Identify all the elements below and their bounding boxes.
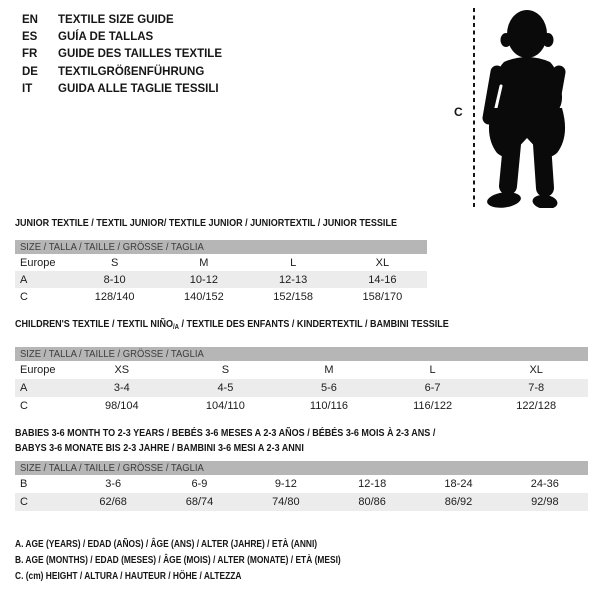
language-row-fr [22,46,222,63]
height-cell: 128/140 [94,290,135,303]
height-cell: 68/74 [185,496,214,508]
title-text: / TEXTILE DES ENFANTS / KINDERTEXTIL / BAMBINI TESSILE [179,318,449,330]
language-row-en [22,11,222,28]
silhouette-arm-right [554,72,559,100]
age-cell: 4-5 [217,382,234,394]
silhouette-leg-left [508,144,512,186]
months-cell: 24-36 [530,478,559,490]
language-row-es [22,28,222,45]
size-cell: XL [375,256,390,269]
size-cell: M [199,256,209,269]
silhouette-head [507,10,547,58]
age-cell: 10-12 [189,273,218,286]
height-measure-label: C [454,105,463,119]
silhouette-leg-right [542,144,545,188]
height-cell: 74/80 [272,496,300,508]
months-cell: 12-18 [358,478,387,490]
silhouette-shorts [489,108,565,157]
row-label: C [20,400,28,412]
age-cell: 14-16 [368,273,397,286]
children-table-title [15,318,508,334]
table-row-height [15,288,427,305]
height-cell: 98/104 [104,400,139,412]
babies-table-titles [15,426,588,456]
junior-table-title: JUNIOR TEXTILE / TEXTIL JUNIOR/ TEXTILE JUNIOR / JUNIORTEXTIL / JUNIOR TESSILE [15,217,397,229]
language-label: GUÍA DE TALLAS [58,31,154,44]
height-cell: 152/158 [273,290,313,303]
height-cell: 104/110 [205,400,245,412]
size-header-bar [15,347,588,361]
months-cell: 3-6 [105,478,122,490]
height-cell: 158/170 [362,290,403,303]
silhouette-foot-right [532,194,559,208]
age-cell: 5-6 [321,382,337,394]
row-label: Europe [20,256,56,269]
row-label: A [20,273,28,286]
babies-table-title-line2: BABYS 3-6 MONATE BIS 2-3 JAHRE / BAMBINI 3-6 MESI A 2-3 ANNI [15,442,304,454]
table-row-europe [15,254,427,271]
table-row-age [15,379,588,397]
height-cell: 122/128 [516,400,557,412]
age-cell: 3-4 [113,382,130,394]
months-cell: 9-12 [274,478,297,490]
size-cell: S [221,364,230,376]
row-label: C [20,496,28,508]
language-label: TEXTILE SIZE GUIDE [58,13,174,26]
row-label: A [20,382,28,394]
size-header-label: SIZE / TALLA / TAILLE / GRÖSSE / TAGLIA [20,348,204,360]
size-cell: XS [114,364,130,376]
language-code: FR [22,48,38,61]
size-cell: L [290,256,297,269]
table-row-months [15,475,588,493]
age-cell: 6-7 [424,382,441,394]
height-dashed-line [473,8,475,207]
language-code: IT [22,83,33,96]
months-cell: 6-9 [191,478,208,490]
silhouette-foot-left [486,190,522,208]
height-cell: 62/68 [99,496,127,508]
footnote-age-years: A. AGE (YEARS) / EDAD (AÑOS) / ÂGE (ANS) / ALTER (JAHRE) / ETÀ (ANNI) [15,538,318,550]
height-cell: 86/92 [444,496,473,508]
language-label: GUIDE DES TAILLES TEXTILE [58,48,222,61]
table-row-height [15,397,588,415]
language-header [22,11,222,98]
months-cell: 18-24 [444,478,473,490]
language-row-it [22,81,222,98]
height-cell: 116/122 [413,400,453,412]
language-label: TEXTILGRÖßENFÜHRUNG [58,65,205,78]
size-header-bar [15,461,588,475]
size-cell: XL [529,364,543,376]
size-cell: L [429,364,436,376]
table-row-europe [15,361,588,379]
children-table-section [15,318,588,415]
babies-table-title-line1: BABIES 3-6 MONTH TO 2-3 YEARS / BEBÉS 3-6 MESES A 2-3 AÑOS / BÉBÉS 3-6 MOIS À 2-3 ANS / [15,427,436,439]
table-row-age [15,271,427,288]
age-cell: 7-8 [528,382,545,394]
junior-table-section [15,217,427,305]
table-row-height [15,493,588,511]
height-cell: 140/152 [183,290,224,303]
size-header-label: SIZE / TALLA / TAILLE / GRÖSSE / TAGLIA [20,241,204,253]
legend-footnotes [15,536,422,585]
height-figure [450,6,585,212]
height-cell: 80/86 [358,496,386,508]
language-code: ES [22,31,38,44]
age-cell: 8-10 [103,273,126,286]
age-cell: 12-13 [279,273,308,286]
footnote-age-months: B. AGE (MONTHS) / EDAD (MESES) / ÂGE (MOIS) / ALTER (MONATE) / ETÀ (MESI) [15,554,341,567]
babies-table-section [15,426,588,511]
toddler-silhouette-icon [482,8,576,208]
language-label: GUIDA ALLE TAGLIE TESSILI [58,83,219,96]
title-subscript: /A [173,324,180,331]
height-cell: 92/98 [531,496,559,508]
size-header-label: SIZE / TALLA / TAILLE / GRÖSSE / TAGLIA [20,462,204,474]
height-cell: 110/116 [309,400,349,412]
title-text: CHILDREN'S TEXTILE / TEXTIL NIÑO [15,318,174,330]
footnote-height-cm: C. (cm) HEIGHT / ALTURA / HAUTEUR / HÖHE / ALTEZZA [15,570,242,583]
size-cell: M [324,364,334,376]
row-label: C [20,290,28,303]
row-label: B [20,478,28,490]
row-label: Europe [20,364,56,376]
size-cell: S [110,256,119,269]
language-code: DE [22,65,38,78]
size-header-bar [15,240,427,254]
language-row-de [22,63,222,80]
language-code: EN [22,13,38,26]
